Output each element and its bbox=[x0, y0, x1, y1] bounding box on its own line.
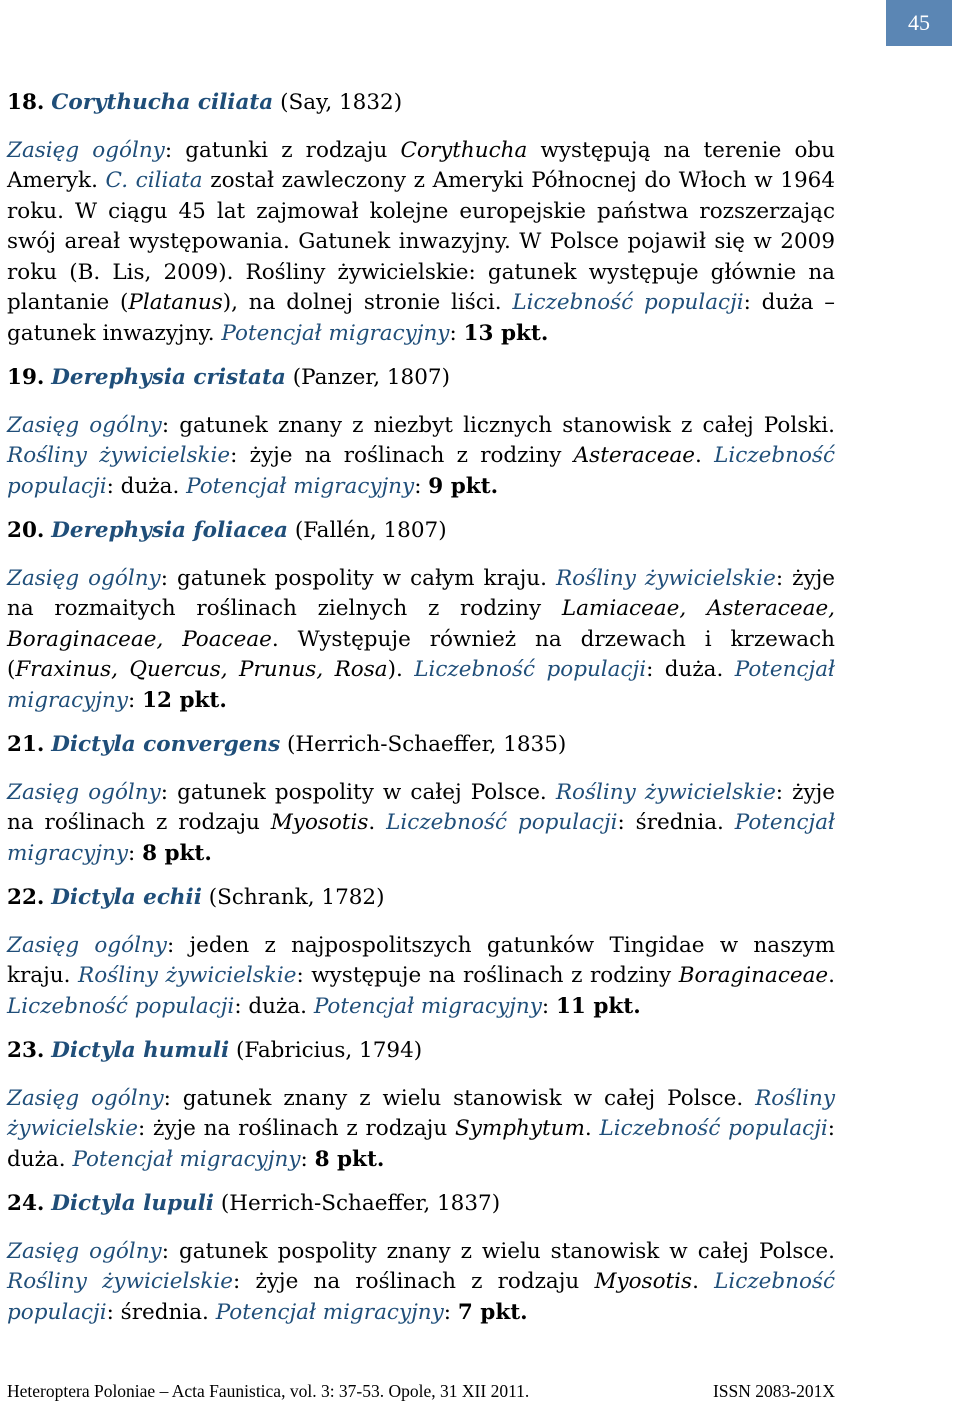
description-segment: : średnia. bbox=[106, 1299, 216, 1325]
species-name: Derephysia foliacea bbox=[51, 518, 288, 543]
description-segment: Rośliny żywicielskie bbox=[555, 779, 776, 805]
page-number-badge bbox=[886, 0, 952, 46]
page-number: 45 bbox=[908, 10, 930, 35]
description-segment: : bbox=[443, 1299, 458, 1325]
description-segment: Corythucha bbox=[400, 137, 528, 163]
description-segment: Rośliny żywicielskie bbox=[7, 443, 231, 468]
description-segment: : bbox=[127, 687, 143, 713]
species-number: 21. bbox=[7, 732, 45, 757]
species-description bbox=[7, 931, 835, 1023]
species-heading bbox=[7, 1189, 835, 1220]
description-segment: Platanus bbox=[128, 290, 223, 315]
description-segment: Potencjał migracyjny bbox=[7, 810, 835, 866]
description-segment: : gatunek pospolity znany z wielu stanowisk w całej Polsce. bbox=[161, 1238, 835, 1264]
description-segment: Symphytum bbox=[454, 1116, 585, 1141]
description-segment: : duża. bbox=[234, 993, 314, 1019]
description-segment: Rośliny żywicielskie bbox=[7, 1269, 234, 1294]
description-segment: . bbox=[368, 810, 387, 835]
description-segment: : duża. bbox=[7, 1116, 836, 1172]
description-segment: Liczebność populacji bbox=[414, 657, 647, 682]
description-segment: Lamiaceae, Asteraceae, Boraginaceae, Poaceae bbox=[7, 596, 836, 652]
description-segment: C. ciliata bbox=[105, 168, 203, 193]
species-heading bbox=[7, 88, 835, 119]
description-segment: Fraxinus, Quercus, Prunus, Rosa bbox=[15, 657, 388, 682]
description-segment: Potencjał migracyjny bbox=[215, 1299, 444, 1325]
description-segment: Liczebność populacji bbox=[7, 1269, 835, 1325]
description-segment: : żyje na roślinach z rodzaju bbox=[7, 779, 835, 835]
description-segment: : duża. bbox=[106, 473, 187, 499]
description-segment: Liczebność populacji bbox=[7, 993, 235, 1019]
species-heading bbox=[7, 730, 835, 761]
species-authority: (Say, 1832) bbox=[280, 90, 403, 115]
description-segment: Potencjał migracyjny bbox=[313, 993, 542, 1019]
description-segment: został zawleczony z Ameryki Północnej do Włoch w 1964 roku. W ciągu 45 lat zajmował kolejne europejskie państwa rozszerzając swój areał występowania. Gatunek inwazyjny. W Polsce pojawił się w 2009 roku (B. Lis, 2009). Rośliny żywicielskie: gatunek występuje głównie na plantanie ( bbox=[7, 168, 835, 315]
description-segment: 12 pkt. bbox=[142, 687, 227, 713]
description-segment: : bbox=[449, 320, 464, 346]
description-segment: Liczebność populacji bbox=[7, 443, 835, 499]
description-segment: : bbox=[127, 840, 143, 866]
species-entry bbox=[7, 363, 835, 502]
description-segment: : bbox=[300, 1146, 315, 1172]
species-authority: (Fallén, 1807) bbox=[294, 518, 447, 543]
description-segment: Zasięg ogólny bbox=[7, 779, 161, 805]
description-segment: . bbox=[692, 1269, 715, 1294]
species-heading bbox=[7, 883, 835, 914]
description-segment: Zasięg ogólny bbox=[7, 932, 167, 958]
description-segment: . bbox=[694, 443, 715, 468]
description-segment: : żyje na roślinach z rodzaju bbox=[233, 1269, 595, 1294]
description-segment: Zasięg ogólny bbox=[7, 412, 162, 438]
description-segment: : gatunek pospolity w całym kraju. bbox=[160, 565, 556, 591]
description-segment: Zasięg ogólny bbox=[7, 1085, 164, 1111]
species-authority: (Fabricius, 1794) bbox=[235, 1038, 423, 1063]
species-entry bbox=[7, 1036, 835, 1175]
footer-issn: ISSN 2083-201X bbox=[712, 1381, 835, 1401]
species-number: 23. bbox=[7, 1038, 45, 1063]
species-description bbox=[7, 411, 835, 503]
species-entry bbox=[7, 1189, 835, 1328]
description-segment: : duża – gatunek inwazyjny. bbox=[7, 290, 835, 346]
description-segment: . bbox=[828, 963, 835, 988]
species-name: Corythucha ciliata bbox=[51, 90, 274, 115]
description-segment: Zasięg ogólny bbox=[7, 565, 161, 591]
description-segment: ). bbox=[387, 657, 415, 682]
description-segment: . Występuje również na drzewach i krzewach ( bbox=[7, 626, 835, 682]
description-segment: : gatunki z rodzaju bbox=[164, 137, 401, 163]
description-segment: : średnia. bbox=[617, 810, 735, 835]
species-number: 19. bbox=[7, 365, 45, 390]
description-segment: 8 pkt. bbox=[142, 840, 212, 866]
description-segment: . bbox=[584, 1116, 600, 1141]
species-authority: (Herrich-Schaeffer, 1837) bbox=[220, 1191, 501, 1216]
species-list bbox=[7, 88, 835, 1342]
species-heading bbox=[7, 516, 835, 547]
description-segment: Liczebność populacji bbox=[386, 810, 618, 835]
species-entry bbox=[7, 516, 835, 716]
description-segment: Rośliny żywicielskie bbox=[7, 1085, 835, 1141]
species-heading bbox=[7, 363, 835, 394]
description-segment: Asteraceae bbox=[573, 443, 695, 468]
species-description bbox=[7, 564, 835, 717]
species-number: 24. bbox=[7, 1191, 45, 1216]
description-segment: : żyje na roślinach z rodzaju bbox=[137, 1116, 455, 1141]
species-number: 20. bbox=[7, 518, 45, 543]
description-segment: Potencjał migracyjny bbox=[221, 320, 450, 346]
description-segment: : duża. bbox=[646, 657, 735, 682]
description-segment: Potencjał migracyjny bbox=[186, 473, 415, 499]
description-segment: Liczebność populacji bbox=[599, 1116, 828, 1141]
species-description bbox=[7, 1237, 835, 1329]
description-segment: Zasięg ogólny bbox=[7, 1238, 162, 1264]
species-name: Derephysia cristata bbox=[51, 365, 286, 390]
description-segment: : jeden z najpospolitszych gatunków Tingidae w naszym kraju. bbox=[7, 932, 835, 988]
species-number: 18. bbox=[7, 90, 45, 115]
description-segment: 8 pkt. bbox=[314, 1146, 385, 1172]
species-entry bbox=[7, 883, 835, 1022]
description-segment: : żyje na roślinach z rodziny bbox=[230, 443, 574, 468]
species-name: Dictyla humuli bbox=[51, 1038, 230, 1063]
description-segment: 13 pkt. bbox=[463, 320, 549, 346]
species-name: Dictyla echii bbox=[51, 885, 202, 910]
description-segment: Rośliny żywicielskie bbox=[78, 963, 297, 988]
species-authority: (Herrich-Schaeffer, 1835) bbox=[287, 732, 567, 757]
description-segment: ), na dolnej stronie liści. bbox=[222, 290, 513, 315]
description-segment: : gatunek pospolity w całej Polsce. bbox=[160, 779, 556, 805]
species-authority: (Schrank, 1782) bbox=[208, 885, 385, 910]
description-segment: 9 pkt. bbox=[428, 473, 499, 499]
description-segment: Potencjał migracyjny bbox=[7, 657, 835, 713]
description-segment: Liczebność populacji bbox=[512, 290, 744, 315]
description-segment: 7 pkt. bbox=[457, 1299, 528, 1325]
description-segment: Boraginaceae bbox=[678, 963, 829, 988]
species-name: Dictyla convergens bbox=[51, 732, 281, 757]
description-segment: Zasięg ogólny bbox=[7, 137, 165, 163]
description-segment: : bbox=[541, 993, 556, 1019]
species-description bbox=[7, 778, 835, 870]
species-description bbox=[7, 1084, 835, 1176]
description-segment: Myosotis bbox=[594, 1269, 693, 1294]
species-name: Dictyla lupuli bbox=[51, 1191, 214, 1216]
species-heading bbox=[7, 1036, 835, 1067]
description-segment: : gatunek znany z niezbyt licznych stanowisk z całej Polski. bbox=[161, 412, 835, 438]
footer-journal-citation: Heteroptera Poloniae – Acta Faunistica, vol. 3: 37-53. Opole, 31 XII 2011. bbox=[7, 1381, 530, 1401]
description-segment: Rośliny żywicielskie bbox=[555, 565, 776, 591]
description-segment: : żyje na rozmaitych roślinach zielnych z rodziny bbox=[7, 565, 835, 621]
species-entry bbox=[7, 88, 835, 349]
species-description bbox=[7, 136, 835, 350]
species-number: 22. bbox=[7, 885, 45, 910]
description-segment: : gatunek znany z wielu stanowisk w całej Polsce. bbox=[163, 1085, 756, 1111]
description-segment: Potencjał migracyjny bbox=[72, 1146, 301, 1172]
description-segment: występują na terenie obu Ameryk. bbox=[7, 137, 835, 193]
species-authority: (Panzer, 1807) bbox=[292, 365, 450, 390]
description-segment: : występuje na roślinach z rodziny bbox=[296, 963, 679, 988]
description-segment: Myosotis bbox=[270, 810, 369, 835]
species-entry bbox=[7, 730, 835, 869]
description-segment: 11 pkt. bbox=[555, 993, 641, 1019]
description-segment: : bbox=[414, 473, 429, 499]
